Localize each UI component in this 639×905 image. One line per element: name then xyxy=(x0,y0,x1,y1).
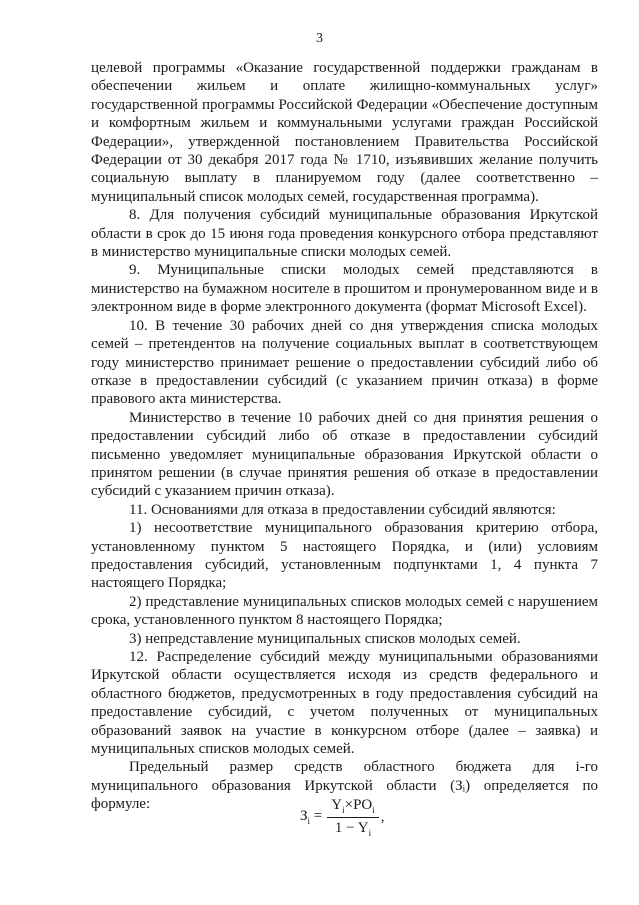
paragraph-item-8: 8. Для получения субсидий муниципальные образования Иркутской области в срок до 15 июня года проведения конкурсного отбора представляют в министерство муниципальные списки молодых семей. xyxy=(91,207,598,261)
formula-lhs: $З_i$ = xyxy=(300,808,323,826)
paragraph-item-9: 9. Муниципальные списки молодых семей представляются в министерство на бумажном носителе в прошитом и пронумерованном виде и в электронном виде в форме электронного документа (формат Microsoft Excel). xyxy=(91,262,598,316)
formula xyxy=(300,793,385,841)
page-number: 3 xyxy=(316,31,323,46)
paragraph-item-11-1: 1) несоответствие муниципального образования критерию отбора, установленному пунктом 5 настоящего Порядка, и (или) условиям предоставления субсидий, установленным подпунктами 1, 4 пункта 7 настоящего Порядка; xyxy=(91,520,598,592)
paragraph-intro: целевой программы «Оказание государственной поддержки гражданам в обеспечении жильем и оплате жилищно-коммунальных услуг» государственной программы Российской Федерации «Обеспечение доступным и комфортным жильем и коммунальными услугами граждан Российской Федерации», утвержденной постановлением Правительства Российской Федерации от 30 декабря 2017 года № 1710, изъявивших желание получить социальную выплату в планируемом году (далее соответственно – муниципальный список молодых семей, государственная программа). xyxy=(91,60,598,205)
paragraph-item-12: 12. Распределение субсидий между муниципальными образованиями Иркутской области осуществляется исходя из средств федерального и областного бюджетов, предусмотренных в году предоставления субсидий на предоставление субсидий, с учетом полученных от муниципальных образований заявок на участие в конкурсном отборе (далее – заявка) и муниципальных списков молодых семей. xyxy=(91,649,598,758)
paragraph-notification: Министерство в течение 10 рабочих дней со дня принятия решения о предоставлении субсидий либо об отказе в предоставлении субсидий письменно уведомляет муниципальные образования Иркутской области о принятом решении (в случае принятия решения об отказе в предоставлении субсидий с указанием причин отказа). xyxy=(91,409,598,500)
paragraph-item-11: 11. Основаниями для отказа в предоставлении субсидий являются: xyxy=(129,501,556,518)
document-body xyxy=(91,59,598,814)
paragraph-item-11-3: 3) непредставление муниципальных списков молодых семей. xyxy=(129,630,521,647)
paragraph-item-10: 10. В течение 30 рабочих дней со дня утверждения списка молодых семей – претендентов на получение социальных выплат в соответствующем году министерство принимает решение о предоставлении субсидий либо об отказе в предоставлении субсидий (с указанием причин отказа) в форме правового акта министерства. xyxy=(91,317,598,408)
formula-numerator: $Y_i\times PO_i$ xyxy=(327,797,379,818)
paragraph-formula-intro: Предельный размер средств областного бюджета для i-го муниципального образования Иркутской области (Зᵢ) определяется по формуле: xyxy=(91,759,598,813)
formula-fraction xyxy=(327,797,379,838)
formula-denominator: $1 - Y_i$ xyxy=(334,819,372,838)
formula-comma: , xyxy=(380,808,385,825)
paragraph-item-11-2: 2) представление муниципальных списков молодых семей с нарушением срока, установленного пунктом 8 настоящего Порядка; xyxy=(91,593,598,629)
